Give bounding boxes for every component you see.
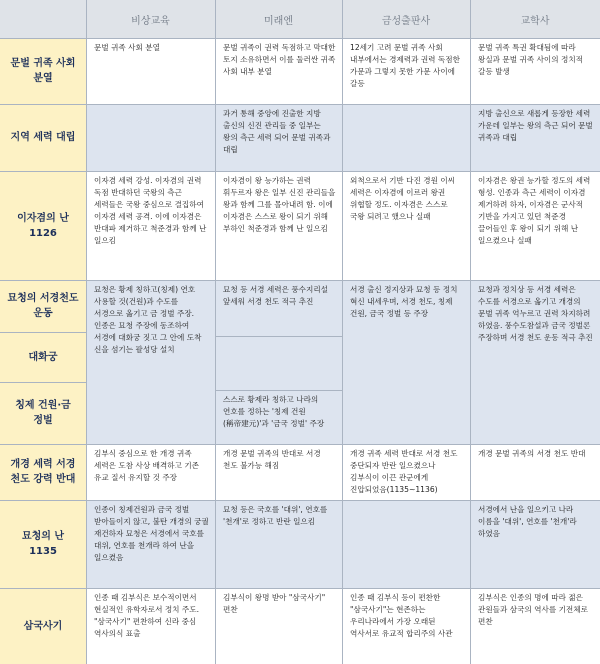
- cell-r3-kumsung: 외척으로서 기반 다진 경원 이씨 세력은 이자겸에 이르러 왕권 위협할 정도. 이자겸은 스스로 국왕 되려고 했으나 실패: [342, 171, 470, 280]
- cell-r9-kyohaksa: 김부식은 인종의 명에 따라 젊은 관원들과 삼국의 역사를 기전체로 편찬: [470, 588, 600, 664]
- cell-r9-visang: 인종 때 김부식은 보수적이면서 현실적인 유학자로서 정치 주도. "삼국사기" 편찬하여 신라 중심 역사의식 표출: [86, 588, 215, 664]
- row-label-regional-conflict: 지역 세력 대립: [0, 104, 86, 171]
- cell-r3-visang: 이자겸 세력 강성. 이자겸의 권력 독점 반대하던 국왕의 측근 세력들은 국왕 중심으로 결집하여 이자겸 세력 공격. 이에 이자겸은 반대파 제거하고 척준경과 함께 난 일으킴: [86, 171, 215, 280]
- header-corner: [0, 0, 86, 38]
- grid-line: [0, 104, 600, 105]
- cell-r4-6-visang: 묘청은 황제 칭하고(칭제) 연호 사용할 것(건원)과 수도를 서경으로 옮기고 금 정벌 주장. 인종은 묘청 주장에 동조하여 서경에 대화궁 짓고 그 안에 도착 신을 섬기는 팔성당 설치: [86, 280, 215, 444]
- cell-r2-mirae-n: 과거 통해 중앙에 진출한 지방 출신의 신진 관리들 중 일부는 왕의 측근 세력 되어 문벌 귀족과 대립: [215, 104, 342, 171]
- cell-r3-kyohaksa: 이자겸은 왕권 능가할 정도의 세력 형성. 인종과 측근 세력이 이자겸 제거하려 하자, 이자겸은 군사적 기반을 가지고 있던 척준경 끌어들인 후 왕이 되기 위해 난 일으켰으나 실패: [470, 171, 600, 280]
- cell-r7-mirae-n: 개경 문벌 귀족의 반대로 서경 천도 불가능 해짐: [215, 444, 342, 500]
- cell-r9-mirae-n: 김부식이 왕명 받아 "삼국사기" 편찬: [215, 588, 342, 664]
- cell-r1-kyohaksa: 문벌 귀족 특권 확대됨에 따라 왕실과 문벌 귀족 사이의 정치적 갈등 발생: [470, 38, 600, 104]
- row-label-myocheong-capital-move: 묘청의 서경천도 운동: [0, 280, 86, 332]
- header-publisher-kumsung: 금성출판사: [342, 0, 470, 38]
- grid-line: [342, 0, 343, 664]
- grid-line: [86, 0, 87, 664]
- cell-r7-kyohaksa: 개경 문벌 귀족의 서경 천도 반대: [470, 444, 600, 500]
- grid-line: [215, 0, 216, 664]
- cell-r8-kumsung: [342, 500, 470, 588]
- cell-r1-kumsung: 12세기 고려 문벌 귀족 사회 내부에서는 경제력과 권력 독점한 가문과 그렇지 못한 가문 사이에 갈등: [342, 38, 470, 104]
- cell-r2-kumsung: [342, 104, 470, 171]
- row-label-samguk-sagi: 삼국사기: [0, 588, 86, 664]
- cell-r5-mirae-n: [215, 336, 342, 390]
- cell-r7-visang: 김부식 중심으로 한 개경 귀족 세력은 도참 사상 배격하고 기존 유교 질서 유지할 것 주장: [86, 444, 215, 500]
- grid-line: [215, 336, 342, 337]
- grid-line: [0, 444, 600, 445]
- row-label-yi-jagyeom-revolt: 이자겸의 난 1126: [0, 171, 86, 280]
- header-publisher-kyohaksa: 교학사: [470, 0, 600, 38]
- grid-line: [470, 0, 471, 664]
- grid-line: [0, 588, 600, 589]
- cell-r2-visang: [86, 104, 215, 171]
- row-label-aristocracy-split: 문벌 귀족 사회 분열: [0, 38, 86, 104]
- row-label-gaegyeong-opposition: 개경 세력 서경 천도 강력 반대: [0, 444, 86, 500]
- header-publisher-mirae-n: 미래엔: [215, 0, 342, 38]
- grid-line: [0, 332, 86, 333]
- cell-r8-kyohaksa: 서경에서 난을 일으키고 나라 이름을 '대위', 연호를 '천개'라 하였음: [470, 500, 600, 588]
- cell-r6-mirae-n: 스스로 황제라 칭하고 나라의 연호를 정하는 '칭제 건원(稱帝建元)'과 '금국 정벌' 주장: [215, 390, 342, 444]
- row-label-myocheong-revolt: 묘청의 난 1135: [0, 500, 86, 588]
- grid-line: [0, 500, 600, 501]
- grid-line: [0, 38, 600, 39]
- cell-r1-mirae-n: 문벌 귀족이 권력 독점하고 막대한 토지 소유하면서 이를 둘러싼 귀족 사회 내부 분열: [215, 38, 342, 104]
- grid-line: [215, 390, 342, 391]
- cell-r8-visang: 인종이 칭제건원과 금국 정벌 받아들이지 않고, 불탄 개경의 궁궐 재건하자 묘청은 서경에서 국호를 대위, 연호를 천개라 하여 난을 일으켰음: [86, 500, 215, 588]
- cell-r3-mirae-n: 이자겸이 왕 능가하는 권력 휘두르자 왕은 일부 신진 관리들을 왕과 함께 그를 몰아내려 함. 이에 이자겸은 스스로 왕이 되기 위해 부하인 척준경과 함께 난 일으킴: [215, 171, 342, 280]
- grid-line: [0, 382, 86, 383]
- cell-r9-kumsung: 인종 때 김부식 등이 편찬한 "삼국사기"는 현존하는 우리나라에서 가장 오래된 역사서로 유교적 합리주의 사관: [342, 588, 470, 664]
- row-label-emperor-title-jin-campaign: 칭제 건원·금 정벌: [0, 382, 86, 444]
- cell-r1-visang: 문벌 귀족 사회 분열: [86, 38, 215, 104]
- cell-r2-kyohaksa: 지방 출신으로 새롭게 등장한 세력 가운데 일부는 왕의 측근 되어 문벌 귀족과 대립: [470, 104, 600, 171]
- cell-r4-6-kyohaksa: 묘청과 정치상 등 서경 세력은 수도를 서경으로 옮기고 개경의 문벌 귀족 억누르고 권력 차지하려 하였음. 풍수도참설과 금국 정벌론 주장하며 서경 천도 운동 적극 추진: [470, 280, 600, 444]
- cell-r4-mirae-n: 묘청 등 서경 세력은 풍수지리설 앞세워 서경 천도 적극 추진: [215, 280, 342, 336]
- cell-r4-6-kumsung: 서경 출신 정지상과 묘청 등 정치 혁신 내세우며, 서경 천도, 칭제 건원, 금국 정벌 등 주장: [342, 280, 470, 444]
- cell-r7-kumsung: 개경 귀족 세력 반대로 서경 천도 중단되자 반란 일으켰으나 김부식이 이끈 관군에게 진압되었음(1135~1136): [342, 444, 470, 500]
- cell-r8-mirae-n: 묘청 등은 국호를 '대위', 연호를 '천개'로 정하고 반란 일으킴: [215, 500, 342, 588]
- header-publisher-visang: 비상교육: [86, 0, 215, 38]
- row-label-daehwagung: 대화궁: [0, 332, 86, 382]
- grid-line: [0, 280, 600, 281]
- grid-line: [0, 171, 600, 172]
